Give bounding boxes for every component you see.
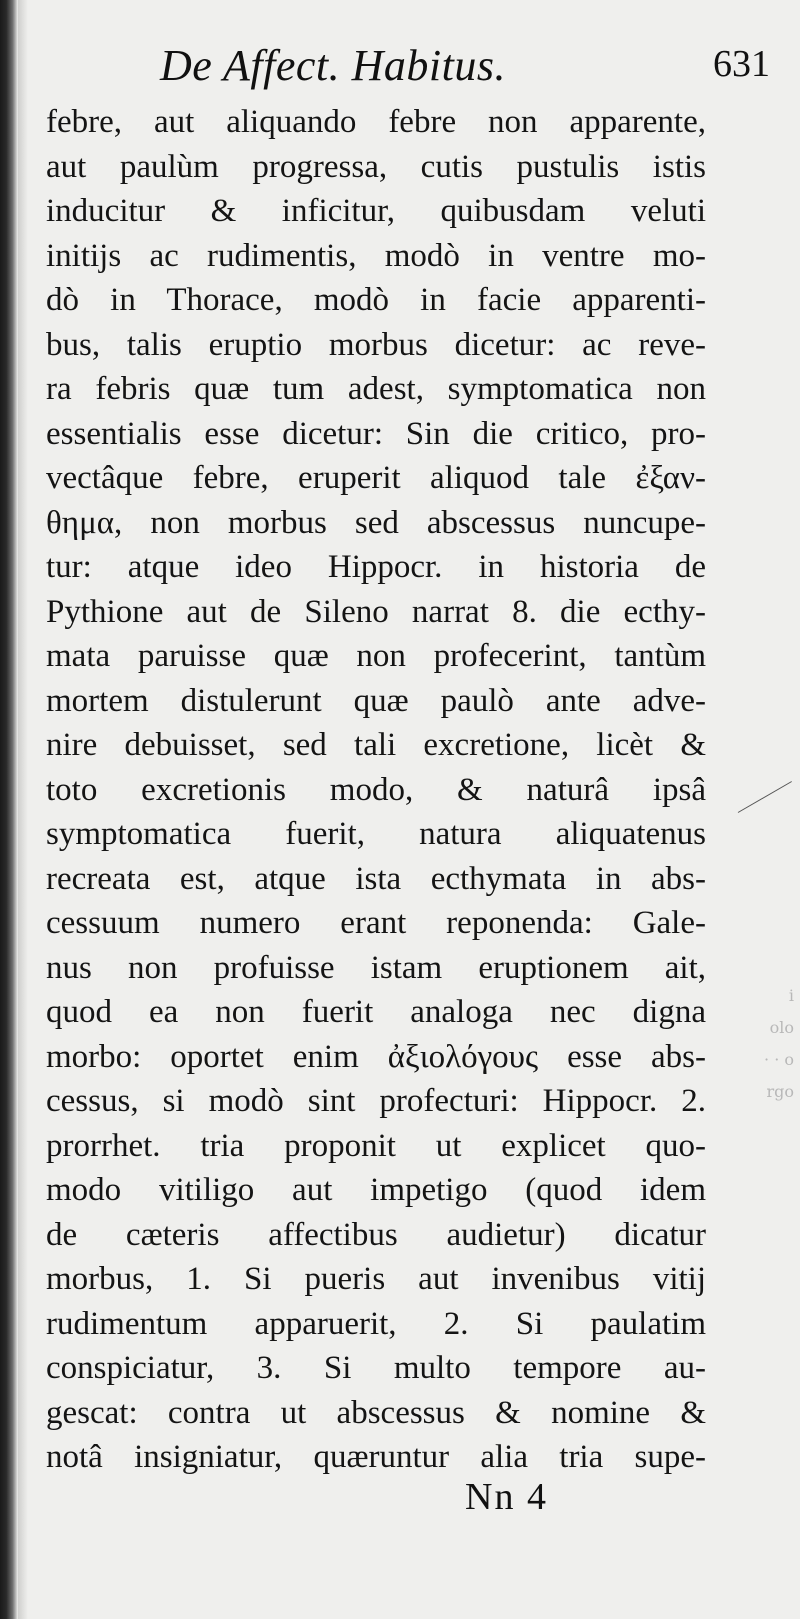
text-line: nire debuisset, sed tali excretione, licèt & bbox=[46, 727, 706, 763]
text-line: morbo: oportet enim ἀξιολόγους esse abs- bbox=[46, 1038, 706, 1075]
running-title: De Affect. Habitus. bbox=[160, 41, 506, 90]
text-line: aut paulùm progressa, cutis pustulis istis bbox=[46, 148, 706, 185]
text-line: notâ insigniatur, quæruntur alia tria supe- bbox=[46, 1439, 706, 1475]
text-line: dò in Thorace, modò in facie apparenti- bbox=[46, 282, 706, 318]
text-line: modo vitiligo aut impetigo (quod idem bbox=[46, 1172, 706, 1208]
show-through-fragment: · · o bbox=[764, 1050, 794, 1069]
text-line: cessus, si modò sint profecturi: Hippocr. 2. bbox=[46, 1083, 706, 1119]
text-line: morbus, 1. Si pueris aut invenibus vitij bbox=[46, 1261, 706, 1297]
show-through-text bbox=[724, 980, 800, 1180]
text-line: gescat: contra ut abscessus & nomine & bbox=[46, 1394, 706, 1431]
page-header bbox=[160, 40, 770, 100]
text-line: conspiciatur, 3. Si multo tempore au- bbox=[46, 1350, 706, 1386]
text-line: quod ea non fuerit analoga nec digna bbox=[46, 994, 706, 1030]
text-line: inducitur & inficitur, quibusdam veluti bbox=[46, 193, 706, 229]
binding-gutter bbox=[0, 0, 18, 1619]
text-line: de cæteris affectibus audietur) dicatur bbox=[46, 1216, 706, 1253]
text-line: cessuum numero erant reponenda: Gale- bbox=[46, 905, 706, 941]
text-line: mata paruisse quæ non profecerint, tantùm bbox=[46, 638, 706, 674]
text-line: rudimentum apparuerit, 2. Si paulatim bbox=[46, 1305, 706, 1342]
text-line: febre, aut aliquando febre non apparente, bbox=[46, 104, 706, 140]
text-line: symptomatica fuerit, natura aliquatenus bbox=[46, 816, 706, 852]
text-line: essentialis esse dicetur: Sin die critico, pro- bbox=[46, 415, 706, 452]
show-through-fragment: rgo bbox=[766, 1082, 794, 1101]
show-through-fragment: olo bbox=[769, 1018, 794, 1037]
text-line: vectâque febre, eruperit aliquod tale ἐξαν- bbox=[46, 460, 706, 496]
text-line: nus non profuisse istam eruptionem ait, bbox=[46, 949, 706, 986]
stray-mark bbox=[738, 781, 792, 813]
text-line: Pythione aut de Sileno narrat 8. die ecthy- bbox=[46, 593, 706, 630]
text-line: recreata est, atque ista ecthymata in abs- bbox=[46, 860, 706, 897]
text-line: θημα, non morbus sed abscessus nuncupe- bbox=[46, 504, 706, 541]
text-line: toto excretionis modo, & naturâ ipsâ bbox=[46, 771, 706, 808]
text-line: mortem distulerunt quæ paulò ante adve- bbox=[46, 682, 706, 719]
text-line: initijs ac rudimentis, modò in ventre mo- bbox=[46, 237, 706, 274]
text-line: ra febris quæ tum adest, symptomatica non bbox=[46, 371, 706, 407]
show-through-fragment: i bbox=[788, 986, 794, 1005]
text-line: prorrhet. tria proponit ut explicet quo- bbox=[46, 1127, 706, 1164]
text-line: bus, talis eruptio morbus dicetur: ac reve- bbox=[46, 326, 706, 363]
page-number: 631 bbox=[713, 43, 770, 85]
text-line: tur: atque ideo Hippocr. in historia de bbox=[46, 549, 706, 585]
signature-mark: Nn 4 bbox=[465, 1476, 548, 1518]
page-edge-shadow bbox=[18, 0, 28, 1619]
body-text bbox=[46, 100, 706, 1480]
